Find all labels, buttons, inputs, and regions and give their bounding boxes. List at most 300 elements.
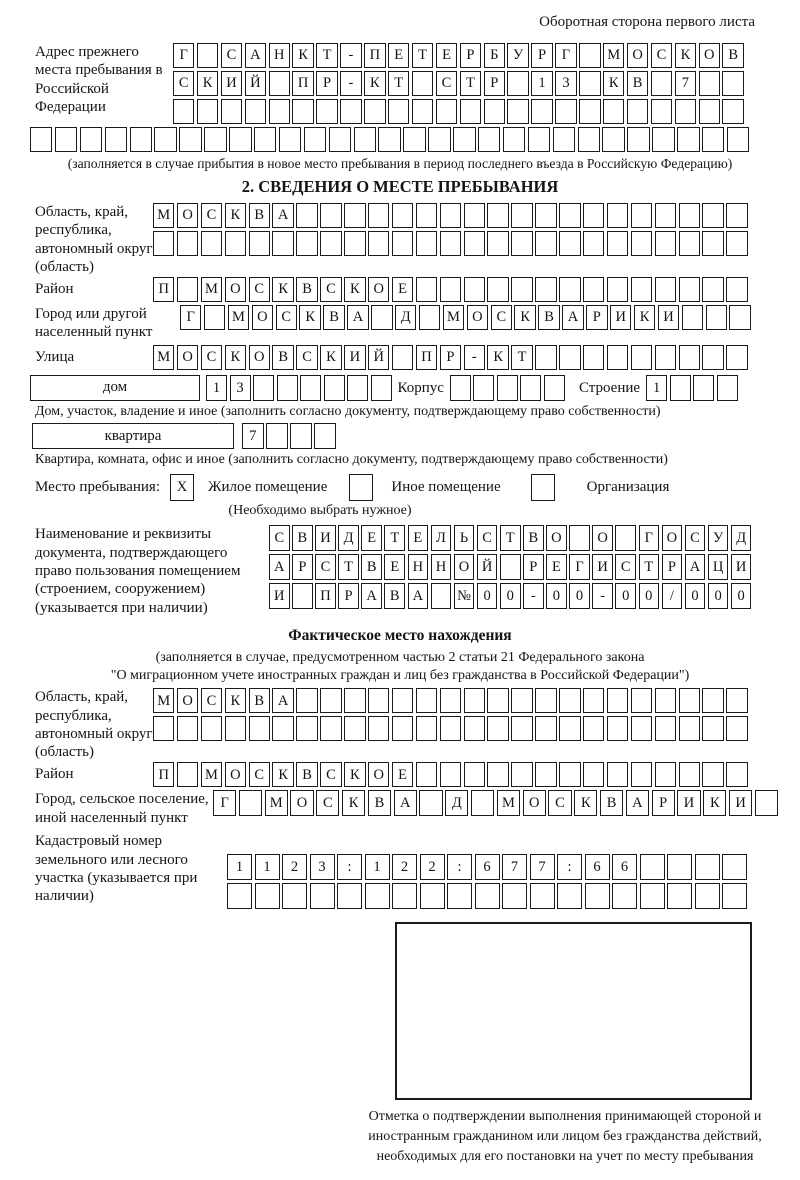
form-cell[interactable]	[631, 762, 652, 787]
form-cell[interactable]: С	[320, 277, 341, 302]
form-cell[interactable]	[583, 277, 604, 302]
form-cell[interactable]: В	[249, 203, 270, 228]
form-cell[interactable]: М	[228, 305, 249, 330]
form-cell[interactable]	[253, 375, 274, 401]
form-cell[interactable]	[559, 762, 580, 787]
form-cell[interactable]: В	[627, 71, 648, 96]
form-cell[interactable]: О	[662, 525, 683, 551]
form-cell[interactable]: Н	[269, 43, 290, 68]
form-cell[interactable]	[702, 277, 723, 302]
form-cell[interactable]	[204, 127, 226, 152]
form-cell[interactable]	[627, 99, 648, 124]
form-cell[interactable]	[631, 688, 652, 713]
form-cell[interactable]: М	[153, 345, 174, 370]
form-cell[interactable]: Т	[460, 71, 481, 96]
form-cell[interactable]: О	[249, 345, 270, 370]
form-cell[interactable]: К	[703, 790, 726, 816]
form-cell[interactable]: Р	[440, 345, 461, 370]
form-cell[interactable]: 0	[731, 583, 752, 609]
form-cell[interactable]: Р	[484, 71, 505, 96]
form-cell[interactable]: М	[201, 277, 222, 302]
form-cell[interactable]	[428, 127, 450, 152]
form-cell[interactable]	[229, 127, 251, 152]
form-cell[interactable]: И	[610, 305, 631, 330]
form-cell[interactable]: 7	[242, 423, 264, 449]
form-cell[interactable]	[290, 423, 312, 449]
form-cell[interactable]	[578, 127, 600, 152]
form-cell[interactable]	[225, 231, 246, 256]
form-cell[interactable]	[555, 99, 576, 124]
form-cell[interactable]: О	[177, 203, 198, 228]
form-cell[interactable]: М	[201, 762, 222, 787]
form-cell[interactable]	[535, 716, 556, 741]
form-cell[interactable]: 6	[612, 854, 637, 880]
form-cell[interactable]: К	[320, 345, 341, 370]
form-cell[interactable]: П	[153, 277, 174, 302]
form-cell[interactable]	[528, 127, 550, 152]
form-cell[interactable]: Ь	[454, 525, 475, 551]
form-cell[interactable]	[655, 688, 676, 713]
form-cell[interactable]	[726, 231, 747, 256]
form-cell[interactable]: К	[292, 43, 313, 68]
form-cell[interactable]	[520, 375, 541, 401]
form-cell[interactable]	[670, 375, 691, 401]
form-cell[interactable]	[535, 688, 556, 713]
form-cell[interactable]: Л	[431, 525, 452, 551]
form-cell[interactable]	[679, 277, 700, 302]
form-cell[interactable]	[717, 375, 738, 401]
form-cell[interactable]: №	[454, 583, 475, 609]
form-cell[interactable]	[177, 277, 198, 302]
form-cell[interactable]	[392, 688, 413, 713]
form-cell[interactable]	[487, 716, 508, 741]
form-cell[interactable]: К	[344, 277, 365, 302]
form-cell[interactable]	[368, 203, 389, 228]
form-cell[interactable]	[722, 71, 743, 96]
form-cell[interactable]	[531, 99, 552, 124]
form-cell[interactable]	[695, 854, 720, 880]
form-cell[interactable]	[651, 71, 672, 96]
form-cell[interactable]	[702, 203, 723, 228]
form-cell[interactable]	[320, 688, 341, 713]
form-cell[interactable]	[440, 688, 461, 713]
form-cell[interactable]: -	[340, 71, 361, 96]
form-cell[interactable]	[471, 790, 494, 816]
form-cell[interactable]	[300, 375, 321, 401]
form-cell[interactable]	[277, 375, 298, 401]
form-cell[interactable]	[583, 203, 604, 228]
form-cell[interactable]: О	[523, 790, 546, 816]
stamp-area[interactable]	[395, 922, 752, 1100]
form-cell[interactable]	[702, 688, 723, 713]
form-cell[interactable]: К	[634, 305, 655, 330]
form-cell[interactable]	[612, 883, 637, 909]
form-cell[interactable]	[197, 99, 218, 124]
form-cell[interactable]: Е	[361, 525, 382, 551]
form-cell[interactable]	[655, 345, 676, 370]
form-cell[interactable]: К	[574, 790, 597, 816]
form-cell[interactable]: /	[662, 583, 683, 609]
form-cell[interactable]	[388, 99, 409, 124]
form-cell[interactable]	[337, 883, 362, 909]
form-cell[interactable]: -	[592, 583, 613, 609]
form-cell[interactable]	[544, 375, 565, 401]
form-cell[interactable]: У	[708, 525, 729, 551]
form-cell[interactable]	[272, 231, 293, 256]
form-cell[interactable]	[453, 127, 475, 152]
form-cell[interactable]	[535, 277, 556, 302]
form-cell[interactable]: Р	[338, 583, 359, 609]
form-cell[interactable]: 2	[392, 854, 417, 880]
form-cell[interactable]	[722, 883, 747, 909]
form-cell[interactable]	[511, 231, 532, 256]
form-cell[interactable]	[484, 99, 505, 124]
form-cell[interactable]	[655, 716, 676, 741]
form-cell[interactable]	[651, 99, 672, 124]
form-cell[interactable]	[535, 231, 556, 256]
form-cell[interactable]	[487, 231, 508, 256]
form-cell[interactable]: О	[467, 305, 488, 330]
form-cell[interactable]	[535, 345, 556, 370]
form-cell[interactable]	[500, 554, 521, 580]
form-cell[interactable]	[440, 277, 461, 302]
form-cell[interactable]	[585, 883, 610, 909]
form-cell[interactable]	[726, 203, 747, 228]
form-cell[interactable]	[583, 762, 604, 787]
form-cell[interactable]: 0	[708, 583, 729, 609]
form-cell[interactable]	[607, 345, 628, 370]
form-cell[interactable]	[675, 99, 696, 124]
form-cell[interactable]: В	[249, 688, 270, 713]
form-cell[interactable]	[583, 231, 604, 256]
form-cell[interactable]: Д	[731, 525, 752, 551]
form-cell[interactable]: 0	[685, 583, 706, 609]
form-cell[interactable]: К	[675, 43, 696, 68]
form-cell[interactable]: В	[368, 790, 391, 816]
form-cell[interactable]: 6	[585, 854, 610, 880]
form-cell[interactable]: Г	[555, 43, 576, 68]
form-cell[interactable]: В	[722, 43, 743, 68]
form-cell[interactable]: Й	[368, 345, 389, 370]
form-cell[interactable]	[239, 790, 262, 816]
form-cell[interactable]	[416, 277, 437, 302]
form-cell[interactable]: К	[225, 688, 246, 713]
form-cell[interactable]	[296, 716, 317, 741]
form-cell[interactable]	[105, 127, 127, 152]
form-cell[interactable]: С	[315, 554, 336, 580]
form-cell[interactable]: Д	[338, 525, 359, 551]
form-cell[interactable]	[324, 375, 345, 401]
form-cell[interactable]: 0	[615, 583, 636, 609]
form-cell[interactable]	[371, 375, 392, 401]
form-cell[interactable]	[292, 99, 313, 124]
form-cell[interactable]: Р	[531, 43, 552, 68]
form-cell[interactable]	[368, 716, 389, 741]
form-cell[interactable]: В	[323, 305, 344, 330]
form-cell[interactable]: О	[177, 345, 198, 370]
form-cell[interactable]	[530, 883, 555, 909]
form-cell[interactable]	[329, 127, 351, 152]
form-cell[interactable]	[392, 345, 413, 370]
form-cell[interactable]	[177, 762, 198, 787]
form-cell[interactable]	[679, 231, 700, 256]
form-cell[interactable]: Г	[569, 554, 590, 580]
form-cell[interactable]	[154, 127, 176, 152]
form-cell[interactable]	[255, 883, 280, 909]
form-cell[interactable]: О	[368, 277, 389, 302]
form-cell[interactable]: К	[487, 345, 508, 370]
form-cell[interactable]: Т	[316, 43, 337, 68]
form-cell[interactable]	[245, 99, 266, 124]
form-cell[interactable]: А	[562, 305, 583, 330]
form-cell[interactable]: С	[651, 43, 672, 68]
form-cell[interactable]: 1	[227, 854, 252, 880]
form-cell[interactable]	[583, 345, 604, 370]
form-cell[interactable]	[559, 203, 580, 228]
form-cell[interactable]	[310, 883, 335, 909]
form-cell[interactable]	[450, 375, 471, 401]
form-cell[interactable]	[279, 127, 301, 152]
form-cell[interactable]: У	[507, 43, 528, 68]
form-cell[interactable]	[487, 277, 508, 302]
form-cell[interactable]: В	[384, 583, 405, 609]
form-cell[interactable]: С	[477, 525, 498, 551]
form-cell[interactable]	[416, 231, 437, 256]
form-cell[interactable]	[464, 231, 485, 256]
form-cell[interactable]	[722, 99, 743, 124]
form-cell[interactable]	[201, 716, 222, 741]
form-cell[interactable]	[440, 203, 461, 228]
form-cell[interactable]: А	[361, 583, 382, 609]
form-cell[interactable]	[677, 127, 699, 152]
form-cell[interactable]: -	[523, 583, 544, 609]
form-cell[interactable]	[503, 127, 525, 152]
form-cell[interactable]: Р	[652, 790, 675, 816]
form-cell[interactable]: О	[699, 43, 720, 68]
form-cell[interactable]: К	[197, 71, 218, 96]
form-cell[interactable]	[464, 762, 485, 787]
form-cell[interactable]	[559, 688, 580, 713]
form-cell[interactable]	[557, 883, 582, 909]
form-cell[interactable]	[419, 790, 442, 816]
form-cell[interactable]	[699, 99, 720, 124]
form-cell[interactable]	[631, 277, 652, 302]
form-cell[interactable]: К	[603, 71, 624, 96]
form-cell[interactable]	[726, 762, 747, 787]
form-cell[interactable]: 1	[255, 854, 280, 880]
form-cell[interactable]	[378, 127, 400, 152]
form-cell[interactable]: И	[658, 305, 679, 330]
form-cell[interactable]	[344, 716, 365, 741]
form-cell[interactable]: М	[153, 203, 174, 228]
form-cell[interactable]	[292, 583, 313, 609]
form-cell[interactable]: Д	[395, 305, 416, 330]
form-cell[interactable]	[371, 305, 392, 330]
form-cell[interactable]: О	[252, 305, 273, 330]
form-cell[interactable]: К	[514, 305, 535, 330]
form-cell[interactable]	[364, 99, 385, 124]
form-cell[interactable]: О	[546, 525, 567, 551]
form-cell[interactable]	[755, 790, 778, 816]
form-cell[interactable]: Й	[477, 554, 498, 580]
form-cell[interactable]	[177, 716, 198, 741]
form-cell[interactable]: 0	[546, 583, 567, 609]
form-cell[interactable]: К	[344, 762, 365, 787]
form-cell[interactable]: И	[221, 71, 242, 96]
form-cell[interactable]	[727, 127, 749, 152]
form-cell[interactable]: В	[361, 554, 382, 580]
form-cell[interactable]: Т	[412, 43, 433, 68]
form-cell[interactable]	[679, 203, 700, 228]
form-cell[interactable]	[344, 231, 365, 256]
form-cell[interactable]: Т	[388, 71, 409, 96]
form-cell[interactable]	[30, 127, 52, 152]
form-cell[interactable]	[282, 883, 307, 909]
form-cell[interactable]	[699, 71, 720, 96]
form-cell[interactable]: :	[337, 854, 362, 880]
form-cell[interactable]: О	[177, 688, 198, 713]
form-cell[interactable]: О	[225, 277, 246, 302]
form-cell[interactable]	[368, 688, 389, 713]
form-cell[interactable]	[535, 762, 556, 787]
form-cell[interactable]: 6	[475, 854, 500, 880]
form-cell[interactable]: 1	[206, 375, 227, 401]
form-cell[interactable]	[511, 277, 532, 302]
form-cell[interactable]: Т	[639, 554, 660, 580]
form-cell[interactable]: С	[269, 525, 290, 551]
form-cell[interactable]: А	[269, 554, 290, 580]
form-cell[interactable]	[602, 127, 624, 152]
form-cell[interactable]	[464, 203, 485, 228]
form-cell[interactable]: С	[436, 71, 457, 96]
form-cell[interactable]	[249, 231, 270, 256]
form-cell[interactable]: О	[627, 43, 648, 68]
form-cell[interactable]: Н	[408, 554, 429, 580]
form-cell[interactable]: А	[685, 554, 706, 580]
form-cell[interactable]	[320, 231, 341, 256]
form-cell[interactable]	[722, 854, 747, 880]
form-cell[interactable]: М	[497, 790, 520, 816]
form-cell[interactable]	[531, 474, 555, 501]
form-cell[interactable]: А	[272, 688, 293, 713]
form-cell[interactable]	[403, 127, 425, 152]
form-cell[interactable]	[249, 716, 270, 741]
form-cell[interactable]: О	[454, 554, 475, 580]
form-cell[interactable]: В	[296, 277, 317, 302]
form-cell[interactable]	[655, 203, 676, 228]
form-cell[interactable]	[304, 127, 326, 152]
form-cell[interactable]: К	[364, 71, 385, 96]
form-cell[interactable]: Е	[436, 43, 457, 68]
form-cell[interactable]: Е	[384, 554, 405, 580]
form-cell[interactable]	[607, 277, 628, 302]
form-cell[interactable]	[153, 231, 174, 256]
form-cell[interactable]	[559, 277, 580, 302]
form-cell[interactable]: К	[225, 203, 246, 228]
form-cell[interactable]: М	[153, 688, 174, 713]
form-cell[interactable]	[392, 883, 417, 909]
form-cell[interactable]	[392, 203, 413, 228]
form-cell[interactable]: Ц	[708, 554, 729, 580]
form-cell[interactable]	[640, 883, 665, 909]
form-cell[interactable]: А	[394, 790, 417, 816]
form-cell[interactable]: С	[296, 345, 317, 370]
form-cell[interactable]: А	[626, 790, 649, 816]
form-cell[interactable]: 0	[500, 583, 521, 609]
form-cell[interactable]	[559, 716, 580, 741]
form-cell[interactable]: М	[603, 43, 624, 68]
form-cell[interactable]	[679, 688, 700, 713]
form-cell[interactable]	[553, 127, 575, 152]
form-cell[interactable]	[349, 474, 373, 501]
form-cell[interactable]: Г	[173, 43, 194, 68]
form-cell[interactable]: :	[557, 854, 582, 880]
form-cell[interactable]	[412, 99, 433, 124]
form-cell[interactable]: А	[347, 305, 368, 330]
form-cell[interactable]: -	[340, 43, 361, 68]
form-cell[interactable]: В	[296, 762, 317, 787]
form-cell[interactable]: С	[276, 305, 297, 330]
form-cell[interactable]: В	[523, 525, 544, 551]
form-cell[interactable]	[464, 277, 485, 302]
form-cell[interactable]	[475, 883, 500, 909]
form-cell[interactable]	[201, 231, 222, 256]
form-cell[interactable]	[447, 883, 472, 909]
form-cell[interactable]: 3	[555, 71, 576, 96]
form-cell[interactable]	[607, 688, 628, 713]
form-cell[interactable]: К	[342, 790, 365, 816]
form-cell[interactable]: А	[408, 583, 429, 609]
form-cell[interactable]	[559, 345, 580, 370]
form-cell[interactable]	[655, 231, 676, 256]
form-cell[interactable]	[227, 883, 252, 909]
form-cell[interactable]	[579, 99, 600, 124]
form-cell[interactable]	[511, 716, 532, 741]
form-cell[interactable]: К	[272, 277, 293, 302]
form-cell[interactable]	[173, 99, 194, 124]
form-cell[interactable]	[412, 71, 433, 96]
form-cell[interactable]	[607, 203, 628, 228]
form-cell[interactable]	[420, 883, 445, 909]
form-cell[interactable]: И	[592, 554, 613, 580]
form-cell[interactable]: 3	[230, 375, 251, 401]
form-cell[interactable]: Г	[180, 305, 201, 330]
form-cell[interactable]	[631, 203, 652, 228]
form-cell[interactable]	[693, 375, 714, 401]
form-cell[interactable]	[511, 688, 532, 713]
form-cell[interactable]	[204, 305, 225, 330]
form-cell[interactable]	[419, 305, 440, 330]
form-cell[interactable]: С	[173, 71, 194, 96]
form-cell[interactable]	[440, 762, 461, 787]
form-cell[interactable]	[607, 762, 628, 787]
form-cell[interactable]	[392, 231, 413, 256]
form-cell[interactable]	[464, 716, 485, 741]
form-cell[interactable]: :	[447, 854, 472, 880]
form-cell[interactable]	[487, 688, 508, 713]
form-cell[interactable]	[392, 716, 413, 741]
form-cell[interactable]	[679, 716, 700, 741]
form-cell[interactable]	[502, 883, 527, 909]
form-cell[interactable]: А	[245, 43, 266, 68]
form-cell[interactable]	[702, 762, 723, 787]
form-cell[interactable]: Т	[384, 525, 405, 551]
form-cell[interactable]: И	[677, 790, 700, 816]
form-cell[interactable]: И	[269, 583, 290, 609]
form-cell[interactable]: -	[464, 345, 485, 370]
form-cell[interactable]: С	[201, 345, 222, 370]
form-cell[interactable]: Е	[408, 525, 429, 551]
